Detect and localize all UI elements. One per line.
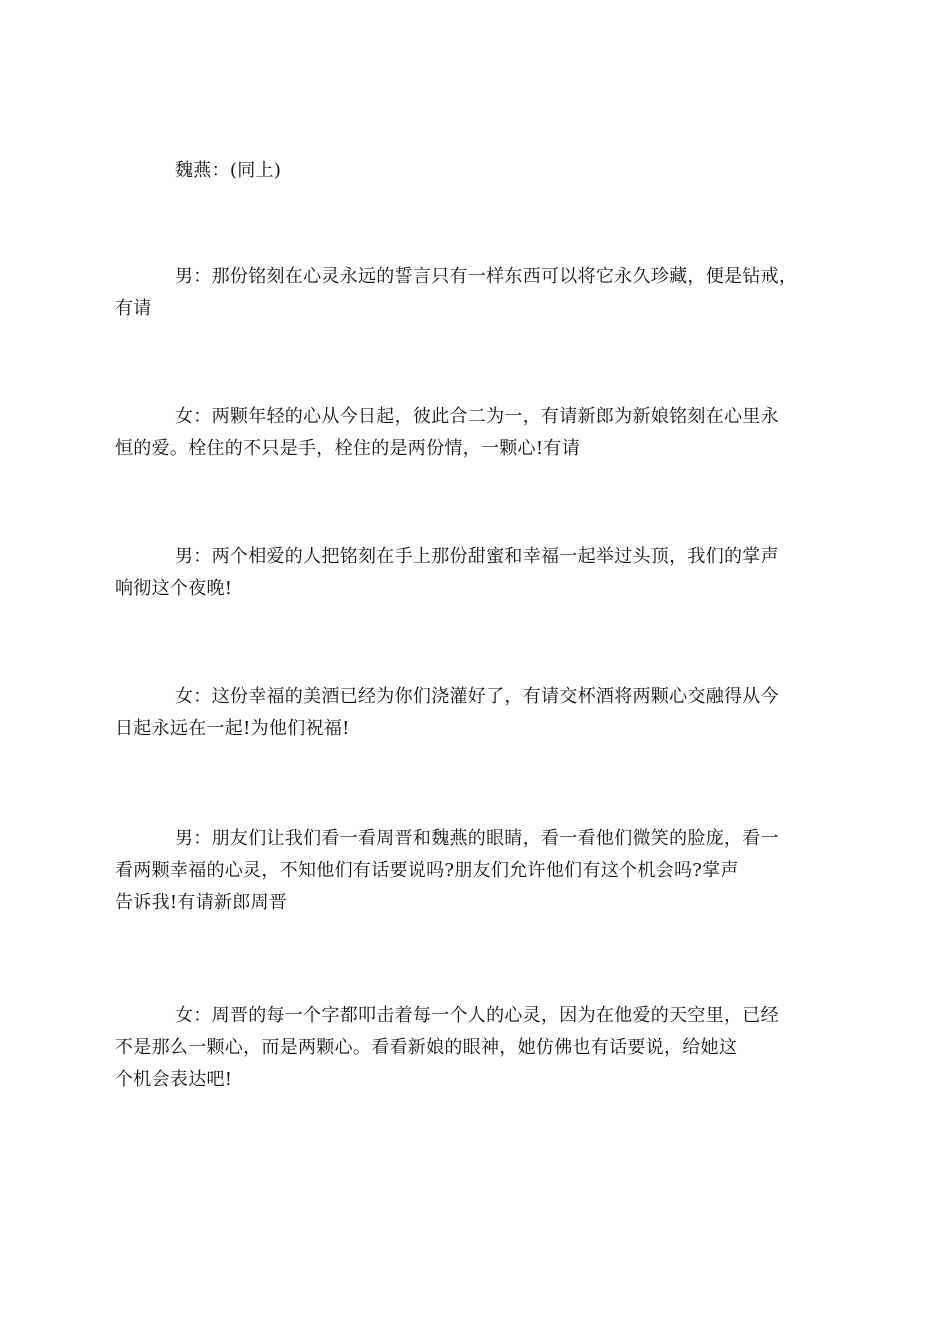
paragraph-line: 女：这份幸福的美酒已经为你们浇灌好了，有请交杯酒将两颗心交融得从今 (175, 686, 779, 707)
paragraph-line: 响彻这个夜晚! (115, 578, 233, 599)
paragraph-line: 恒的爱。栓住的不只是手，栓住的是两份情，一颗心!有请 (115, 438, 581, 459)
paragraph-line: 看两颗幸福的心灵，不知他们有话要说吗?朋友们允许他们有这个机会吗?掌声 (115, 860, 739, 881)
paragraph-female-hearts (115, 401, 825, 465)
paragraph-female-words (115, 1000, 825, 1096)
paragraph-line: 女：周晋的每一个字都叩击着每一个人的心灵，因为在他爱的天空里，已经 (175, 1005, 779, 1026)
paragraph-line: 男：两个相爱的人把铭刻在手上那份甜蜜和幸福一起举过头顶，我们的掌声 (175, 546, 779, 567)
paragraph-weiyan (145, 155, 825, 187)
paragraph-line: 有请 (115, 298, 152, 319)
paragraph-male-applause (115, 541, 825, 605)
paragraph-line: 女：两颗年轻的心从今日起，彼此合二为一，有请新郎为新娘铭刻在心里永 (175, 406, 779, 427)
paragraph-line: 个机会表达吧! (115, 1069, 233, 1090)
paragraph-line: 男：朋友们让我们看一看周晋和魏燕的眼睛，看一看他们微笑的脸庞，看一 (175, 828, 779, 849)
paragraph-female-wine (115, 681, 825, 745)
paragraph-line: 魏燕：(同上) (175, 160, 282, 181)
paragraph-male-ring (115, 261, 825, 325)
paragraph-line: 日起永远在一起!为他们祝福! (115, 718, 350, 739)
paragraph-line: 不是那么一颗心，而是两颗心。看看新娘的眼神，她仿佛也有话要说，给她这 (115, 1037, 738, 1058)
paragraph-line: 告诉我!有请新郎周晋 (115, 892, 288, 913)
paragraph-line: 男：那份铭刻在心灵永远的誓言只有一样东西可以将它永久珍藏，便是钻戒， (175, 266, 798, 287)
paragraph-male-eyes (115, 823, 825, 919)
